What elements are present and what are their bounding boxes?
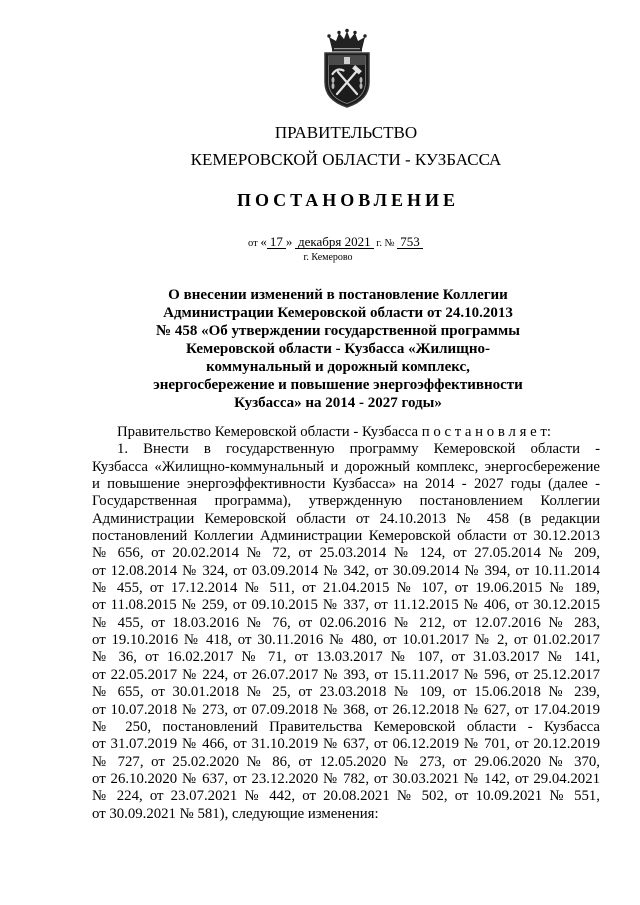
body-line: № 727, от 25.02.2020 № 86, от 12.05.2020 № 273, от 29.06.2020 № 370, [92, 753, 600, 770]
title-line: Администрации Кемеровской области от 24.10.2013 [163, 305, 513, 321]
document-number: 753 [397, 235, 423, 249]
title-line: № 458 «Об утверждении государственной программы [156, 323, 520, 339]
body-line: № 455, от 17.12.2014 № 511, от 21.04.2015 № 107, от 19.06.2015 № 189, [92, 580, 600, 597]
body-line: Правительство Кемеровской области - Кузбасса п о с т а н о в л я е т: [117, 424, 551, 440]
body-line: 1. Внести в государственную программу Кемеровской области - [117, 441, 600, 458]
body-line: постановлений Коллегии Администрации Кемеровской области от 30.12.2013 [92, 528, 600, 545]
date-month-year: декабря 2021 [295, 235, 374, 249]
body-line: от 31.07.2019 № 466, от 31.10.2019 № 637, от 06.12.2019 № 701, от 20.12.2019 [92, 736, 600, 753]
date-close-quote: » [285, 234, 293, 249]
date-year-label: г. [376, 238, 382, 249]
body-line: от 22.05.2017 № 224, от 26.07.2017 № 393, от 15.11.2017 № 596, от 25.12.2017 [92, 666, 600, 683]
body-line: № 656, от 20.02.2014 № 72, от 25.03.2014 № 124, от 27.05.2014 № 209, [92, 545, 600, 562]
document-number-label: № [384, 238, 395, 249]
body-line: Государственная программа), утвержденную постановлением Коллегии [92, 493, 600, 510]
body-line: № 224, от 23.07.2021 № 442, от 20.08.2021 № 502, от 10.09.2021 № 551, [92, 788, 600, 805]
body-line: от 26.10.2020 № 637, от 23.12.2020 № 782, от 30.03.2021 № 142, от 29.04.2021 [92, 770, 600, 787]
document-body [92, 424, 600, 823]
title-line: энергосбережение и повышение энергоэффективности [153, 377, 523, 393]
city-label: г. Кемерово [303, 252, 353, 263]
title-line: О внесении изменений в постановление Коллегии [168, 287, 508, 303]
date-open-quote: « [260, 234, 267, 249]
body-line: № 455, от 18.03.2016 № 76, от 02.06.2016 № 212, от 12.07.2016 № 283, [92, 614, 600, 631]
title-line: коммунальный и дорожный комплекс, [206, 359, 470, 375]
title-line: Кузбасса» на 2014 - 2027 годы» [234, 395, 442, 411]
body-line: от 30.09.2021 № 581), следующие изменения: [92, 805, 379, 822]
document-type-heading: ПОСТАНОВЛЕНИЕ [236, 190, 460, 210]
body-line: № 250, постановлений Правительства Кемеровской области - Кузбасса [92, 718, 600, 735]
body-line: от 11.08.2015 № 259, от 09.10.2015 № 337, от 11.12.2015 № 406, от 30.12.2015 [92, 597, 600, 614]
date-line [248, 234, 423, 252]
document-title [92, 286, 584, 412]
body-line: от 12.08.2014 № 324, от 03.09.2014 № 342, от 30.09.2014 № 394, от 10.11.2014 [92, 562, 600, 579]
body-line: № 36, от 16.02.2017 № 71, от 13.03.2017 № 107, от 31.03.2017 № 141, [92, 649, 600, 666]
date-day: 17 [267, 235, 286, 249]
coat-of-arms-icon [317, 28, 377, 108]
body-line: от 10.07.2018 № 273, от 07.09.2018 № 368, от 26.12.2018 № 627, от 17.04.2019 [92, 701, 600, 718]
government-heading: ПРАВИТЕЛЬСТВО [274, 123, 418, 142]
date-from-label: от [248, 238, 258, 249]
region-heading: КЕМЕРОВСКОЙ ОБЛАСТИ - КУЗБАССА [190, 150, 502, 169]
body-line: от 19.10.2016 № 418, от 30.11.2016 № 480, от 10.01.2017 № 2, от 01.02.2017 [92, 632, 600, 649]
body-line: Администрации Кемеровской области от 24.10.2013 № 458 (в редакции [92, 510, 600, 527]
coat-of-arms-graphic [317, 28, 377, 108]
body-line: и повышение энергоэффективности Кузбасса» на 2014 - 2027 годы (далее - [92, 476, 600, 493]
title-line: Кемеровской области - Кузбасса «Жилищно- [186, 341, 490, 357]
body-line: № 655, от 30.01.2018 № 25, от 23.03.2018 № 109, от 15.06.2018 № 239, [92, 684, 600, 701]
body-line: Кузбасса «Жилищно-коммунальный и дорожный комплекс, энергосбережение [92, 458, 600, 475]
